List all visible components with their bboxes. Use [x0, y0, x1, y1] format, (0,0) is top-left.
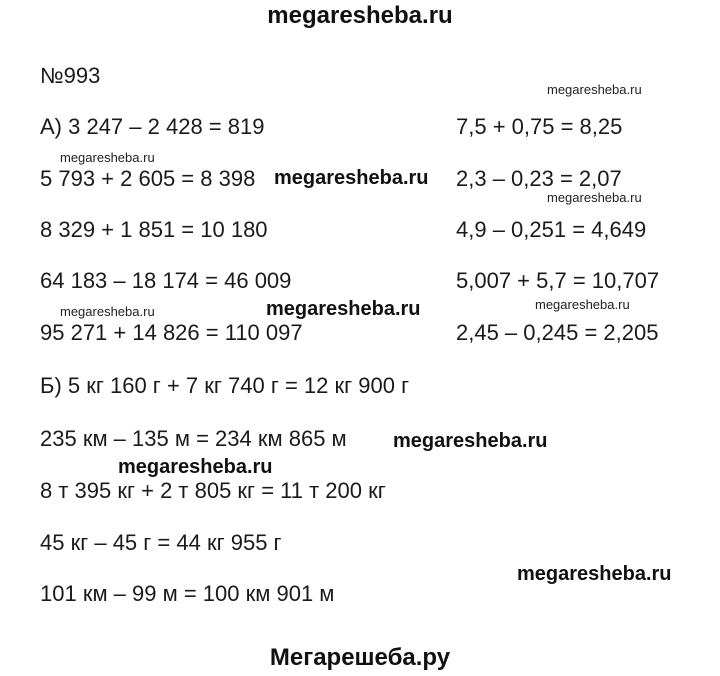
- watermark-big: megaresheba.ru: [118, 456, 273, 478]
- watermark-small: megaresheba.ru: [60, 150, 155, 165]
- watermark-big: megaresheba.ru: [266, 298, 421, 320]
- equation-a-left-2: 5 793 + 2 605 = 8 398: [40, 166, 256, 191]
- equation-b-4: 45 кг – 45 г = 44 кг 955 г: [40, 530, 282, 555]
- watermark-big: megaresheba.ru: [274, 167, 429, 189]
- problem-number: №993: [40, 63, 101, 88]
- site-header: megaresheba.ru: [267, 2, 453, 29]
- equation-a-right-3: 4,9 – 0,251 = 4,649: [456, 217, 647, 242]
- site-footer: Мегарешеба.ру: [269, 644, 451, 671]
- equation-b-2: 235 км – 135 м = 234 км 865 м: [40, 426, 347, 451]
- equation-a-right-1: 7,5 + 0,75 = 8,25: [456, 114, 623, 139]
- equation-b-3: 8 т 395 кг + 2 т 805 кг = 11 т 200 кг: [40, 478, 386, 503]
- equation-b-5: 101 км – 99 м = 100 км 901 м: [40, 581, 335, 606]
- watermark-small: megaresheba.ru: [60, 304, 155, 319]
- equation-a-left-3: 8 329 + 1 851 = 10 180: [40, 217, 268, 242]
- watermark-small: megaresheba.ru: [547, 190, 642, 205]
- watermark-small: megaresheba.ru: [547, 82, 642, 97]
- equation-a-left-1: А) 3 247 – 2 428 = 819: [40, 114, 265, 139]
- equation-a-right-5: 2,45 – 0,245 = 2,205: [456, 320, 659, 345]
- watermark-big: megaresheba.ru: [517, 563, 672, 585]
- equation-b-1: Б) 5 кг 160 г + 7 кг 740 г = 12 кг 900 г: [40, 373, 410, 398]
- equation-a-left-4: 64 183 – 18 174 = 46 009: [40, 268, 292, 293]
- watermark-big: megaresheba.ru: [393, 430, 548, 452]
- equation-a-left-5: 95 271 + 14 826 = 110 097: [40, 320, 303, 345]
- watermark-small: megaresheba.ru: [535, 297, 630, 312]
- equation-a-right-4: 5,007 + 5,7 = 10,707: [456, 268, 660, 293]
- equation-a-right-2: 2,3 – 0,23 = 2,07: [456, 166, 622, 191]
